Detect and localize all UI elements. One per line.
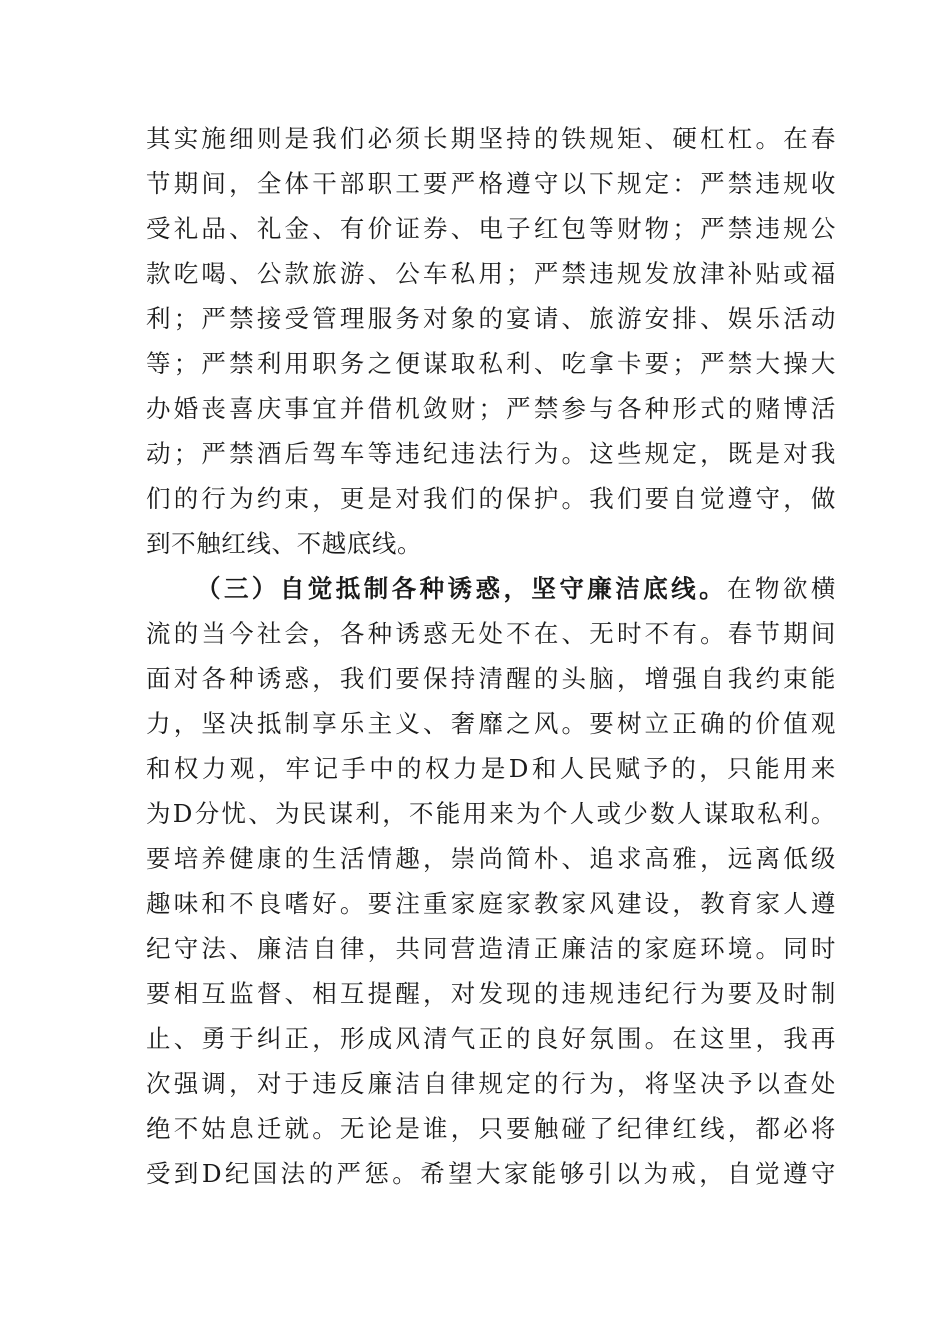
text-line: 和权力观，牢记手中的权力是D和人民赋予的，只能用来: [146, 754, 836, 783]
paragraph-integrity: [146, 566, 836, 1196]
body-text: [146, 116, 836, 1196]
text-line: 力，坚决抵制享乐主义、奢靡之风。要树立正确的价值观: [146, 709, 836, 738]
text-line: 纪守法、廉洁自律，共同营造清正廉洁的家庭环境。同时: [146, 934, 836, 963]
text-line: 款吃喝、公款旅游、公车私用；严禁违规发放津补贴或福: [146, 259, 836, 288]
text-line: 面对各种诱惑，我们要保持清醒的头脑，增强自我约束能: [146, 664, 836, 693]
text-line: 们的行为约束，更是对我们的保护。我们要自觉遵守，做: [146, 484, 836, 513]
text-line: 为D分忧、为民谋利，不能用来为个人或少数人谋取私利。: [146, 799, 836, 828]
text-line: 等；严禁利用职务之便谋取私利、吃拿卡要；严禁大操大: [146, 349, 836, 378]
section-heading: （三）自觉抵制各种诱惑，坚守廉洁底线。: [196, 574, 728, 603]
text-line: 利；严禁接受管理服务对象的宴请、旅游安排、娱乐活动: [146, 304, 836, 333]
text-line: 办婚丧喜庆事宜并借机敛财；严禁参与各种形式的赌博活: [146, 394, 836, 423]
text-line: 要培养健康的生活情趣，崇尚简朴、追求高雅，远离低级: [146, 844, 836, 873]
text-line: 止、勇于纠正，形成风清气正的良好氛围。在这里，我再: [146, 1024, 836, 1053]
text-line: 动；严禁酒后驾车等违纪违法行为。这些规定，既是对我: [146, 439, 836, 468]
text-line: 趣味和不良嗜好。要注重家庭家教家风建设，教育家人遵: [146, 889, 836, 918]
text-line: 次强调，对于违反廉洁自律规定的行为，将坚决予以查处: [146, 1069, 836, 1098]
text-line: 节期间，全体干部职工要严格遵守以下规定：严禁违规收: [146, 169, 836, 198]
text-line: 受到D纪国法的严惩。希望大家能够引以为戒，自觉遵守: [146, 1159, 836, 1188]
text-line: 要相互监督、相互提醒，对发现的违规违纪行为要及时制: [146, 979, 836, 1008]
text-line: 绝不姑息迁就。无论是谁，只要触碰了纪律红线，都必将: [146, 1114, 836, 1143]
section-heading-line: [146, 566, 836, 611]
paragraph-regulations: [146, 116, 836, 566]
text-line: 其实施细则是我们必须长期坚持的铁规矩、硬杠杠。在春: [146, 124, 836, 153]
text-line: 流的当今社会，各种诱惑无处不在、无时不有。春节期间: [146, 619, 836, 648]
heading-line-rest: 在物欲横: [727, 574, 836, 603]
text-line: 到不触红线、不越底线。: [146, 529, 423, 558]
text-line: 受礼品、礼金、有价证券、电子红包等财物；严禁违规公: [146, 214, 836, 243]
